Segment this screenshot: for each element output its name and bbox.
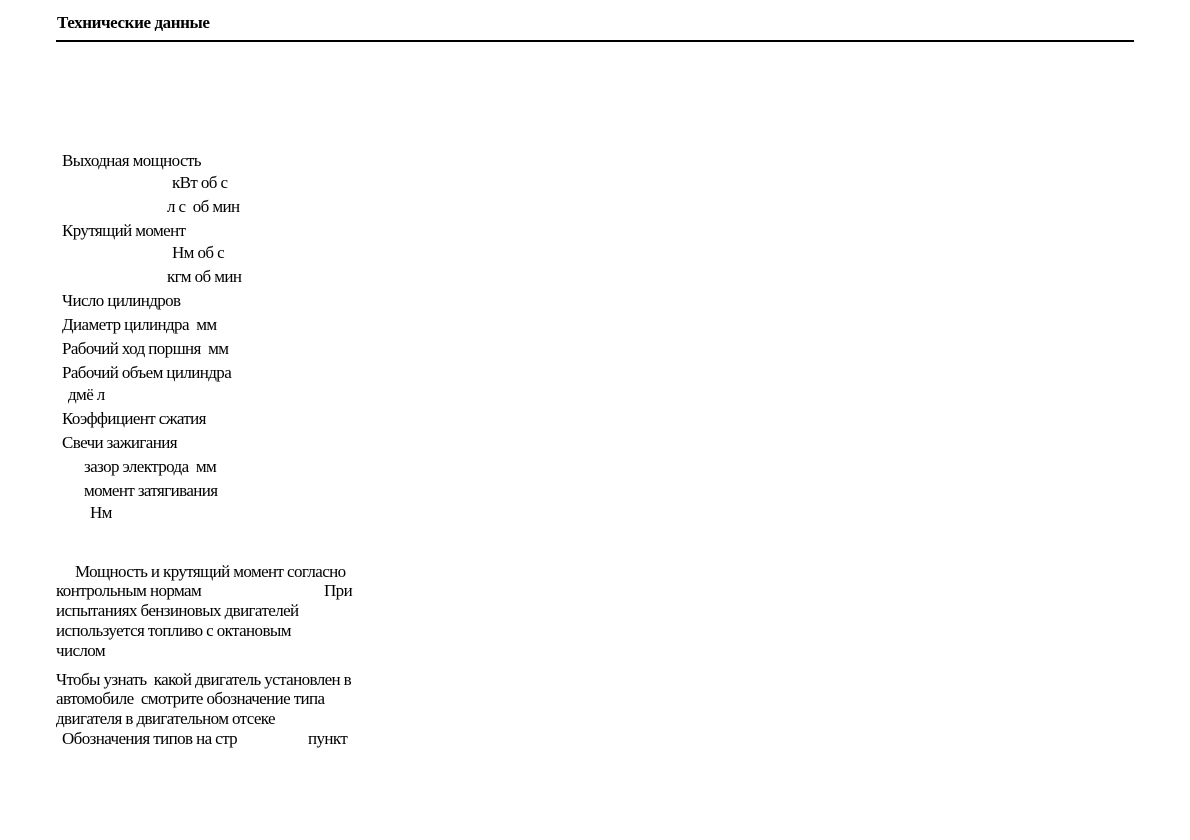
note1-line4: используется топливо с октановым <box>56 621 291 640</box>
output-power-unit-kw: кВт об с <box>172 173 228 192</box>
note1-line1: Мощность и крутящий момент согласно <box>75 562 346 581</box>
displacement-unit: дмё л <box>68 385 105 404</box>
displacement-label: Рабочий объем цилиндра <box>62 363 232 382</box>
page-title: Технические данные <box>57 13 210 32</box>
cylinders-label: Число цилиндров <box>62 291 181 310</box>
note1-line2a: контрольным нормам <box>56 581 202 600</box>
electrode-gap-label: зазор электрода мм <box>84 457 217 476</box>
compression-label: Коэффициент сжатия <box>62 409 206 428</box>
note2-line4a: Обозначения типов на стр <box>62 729 238 748</box>
tightening-torque-unit: Нм <box>90 503 112 522</box>
torque-label: Крутящий момент <box>62 221 186 240</box>
output-power-label: Выходная мощность <box>62 151 201 170</box>
header-divider <box>56 40 1134 42</box>
torque-unit-nm: Нм об с <box>172 243 225 262</box>
spark-plugs-label: Свечи зажигания <box>62 433 177 452</box>
note1-line2b: При <box>324 581 353 600</box>
note2-line3: двигателя в двигательном отсеке <box>56 709 275 728</box>
note2-line1: Чтобы узнать какой двигатель установлен в <box>56 670 352 689</box>
note1-line5: числом <box>56 641 106 660</box>
output-power-unit-hp: л с об мин <box>167 197 240 216</box>
bore-label: Диаметр цилиндра мм <box>62 315 217 334</box>
torque-unit-kgm: кгм об мин <box>167 267 242 286</box>
note2-line4b: пункт <box>308 729 348 748</box>
stroke-label: Рабочий ход поршня мм <box>62 339 229 358</box>
note1-line3: испытаниях бензиновых двигателей <box>56 601 299 620</box>
tightening-torque-label: момент затягивания <box>84 481 218 500</box>
note2-line2: автомобиле смотрите обозначение типа <box>56 689 325 708</box>
